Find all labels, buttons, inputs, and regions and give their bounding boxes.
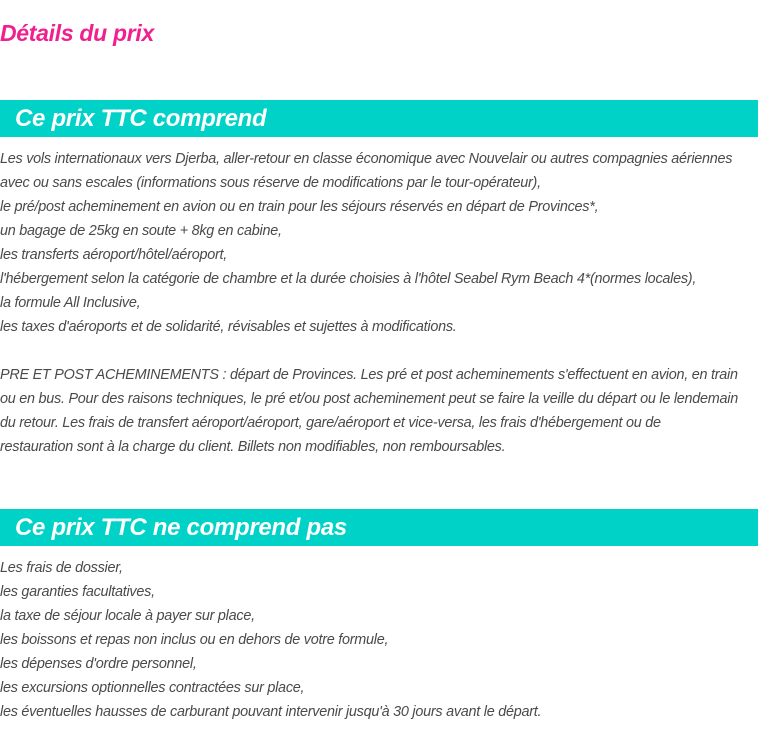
note-line: du retour. Les frais de transfert aéroport/aéroport, gare/aéroport et vice-versa, les frais d'hébergement ou de — [0, 415, 661, 431]
included-item: l'hébergement selon la catégorie de chambre et la durée choisies à l'hôtel Seabel Rym Beach 4*(normes locales), — [0, 271, 697, 287]
excluded-item: les excursions optionnelles contractées sur place, — [0, 680, 305, 696]
excluded-item: les dépenses d'ordre personnel, — [0, 656, 197, 672]
excluded-item: les garanties facultatives, — [0, 584, 155, 600]
note-line: PRE ET POST ACHEMINEMENTS : départ de Provinces. Les pré et post acheminements s'effectuent en avion, en train — [0, 367, 738, 383]
included-item: Les vols internationaux vers Djerba, aller-retour en classe économique avec Nouvelair ou autres compagnies aériennes — [0, 151, 733, 167]
included-section-header: Ce prix TTC comprend — [0, 100, 758, 137]
excluded-item: les boissons et repas non inclus ou en dehors de votre formule, — [0, 632, 389, 648]
included-item: avec ou sans escales (informations sous réserve de modifications par le tour-opérateur), — [0, 175, 541, 191]
pre-post-acheminement-note — [0, 363, 758, 459]
included-item: la formule All Inclusive, — [0, 295, 141, 311]
included-item: les taxes d'aéroports et de solidarité, révisables et sujettes à modifications. — [0, 319, 457, 335]
excluded-list — [0, 556, 758, 724]
excluded-item: la taxe de séjour locale à payer sur place, — [0, 608, 255, 624]
included-item: le pré/post acheminement en avion ou en train pour les séjours réservés en départ de Provinces*, — [0, 199, 599, 215]
excluded-section-header: Ce prix TTC ne comprend pas — [0, 509, 758, 546]
excluded-item: Les frais de dossier, — [0, 560, 123, 576]
included-list — [0, 147, 758, 339]
note-line: restauration sont à la charge du client. Billets non modifiables, non remboursables. — [0, 439, 506, 455]
excluded-item: les éventuelles hausses de carburant pouvant intervenir jusqu'à 30 jours avant le départ. — [0, 704, 542, 720]
note-line: ou en bus. Pour des raisons techniques, le pré et/ou post acheminement peut se faire la veille du départ ou le lendemain — [0, 391, 738, 407]
included-item: un bagage de 25kg en soute + 8kg en cabine, — [0, 223, 282, 239]
included-item: les transferts aéroport/hôtel/aéroport, — [0, 247, 228, 263]
page-title: Détails du prix — [0, 20, 154, 46]
